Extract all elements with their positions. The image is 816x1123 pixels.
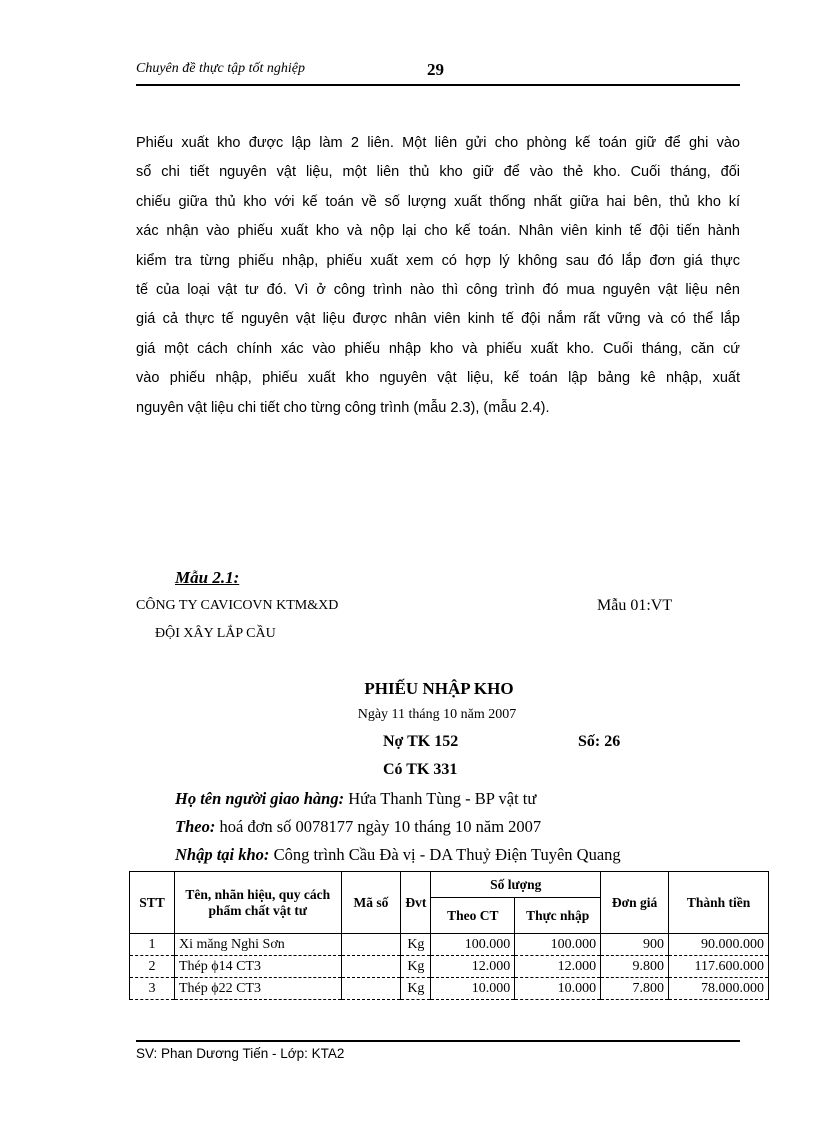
receipt-table — [129, 871, 769, 1000]
cell-unit: Kg — [401, 978, 431, 1000]
cell-qty-actual: 12.000 — [515, 956, 601, 978]
cell-code — [341, 978, 401, 1000]
reference-value: hoá đơn số 0078177 ngày 10 tháng 10 năm 2007 — [219, 817, 542, 836]
company-name: CÔNG TY CAVICOVN KTM&XD — [136, 598, 339, 613]
sample-label: Mẫu 2.1: — [175, 568, 240, 587]
cell-name: Thép ϕ14 CT3 — [174, 956, 341, 978]
paragraph-line: kiểm tra từng phiếu nhập, phiếu xuất xem có hợp lý không sau đó lắp đơn giá thực — [136, 252, 740, 269]
cell-unit: Kg — [401, 956, 431, 978]
paragraph-line: chiếu giữa thủ kho với kế toán về số lượng xuất thống nhất giữa hai bên, thủ kho kí — [136, 193, 740, 210]
cell-name: Xi măng Nghi Sơn — [174, 934, 341, 956]
paragraph-line: sổ chi tiết nguyên vật liệu, một liên thủ kho giữ để vào thẻ kho. Cuối tháng, đối — [136, 164, 740, 181]
slip-number: Số: 26 — [578, 733, 621, 750]
paragraph-line: Phiếu xuất kho được lập làm 2 liên. Một liên gửi cho phòng kế toán giữ để ghi vào — [136, 135, 740, 151]
cell-price: 9.800 — [601, 956, 669, 978]
cell-qty-doc: 10.000 — [431, 978, 515, 1000]
paragraph-line: xác nhận vào phiếu xuất kho và nộp lại cho kế toán. Nhân viên kinh tế đội tiến hành — [136, 223, 740, 240]
cell-amount: 78.000.000 — [669, 978, 769, 1000]
paragraph-line: tế của loại vật tư đó. Vì ở công trình nào thì công trình đó mua nguyên vật liệu nên — [136, 282, 740, 299]
cell-qty-actual: 10.000 — [515, 978, 601, 1000]
col-stt: STT — [130, 872, 175, 934]
deliverer-label: Họ tên người giao hàng: — [175, 789, 345, 808]
cell-code — [341, 934, 401, 956]
cell-stt: 2 — [130, 956, 175, 978]
col-code: Mã số — [341, 872, 401, 934]
warehouse-line — [175, 845, 621, 865]
paragraph-line: giá một cách chính xác vào phiếu nhập kho và phiếu xuất kho. Cuối tháng, căn cứ — [136, 340, 740, 357]
cell-qty-actual: 100.000 — [515, 934, 601, 956]
cell-price: 900 — [601, 934, 669, 956]
slip-date: Ngày 11 tháng 10 năm 2007 — [357, 707, 517, 722]
slip-title: PHIẾU NHẬP KHO — [364, 679, 514, 698]
header-title: Chuyên đề thực tập tốt nghiệp — [136, 61, 305, 76]
table-row — [130, 978, 769, 1000]
warehouse-label: Nhập tại kho: — [175, 845, 270, 864]
table-row — [130, 956, 769, 978]
paragraph-line: giá cả thực tế nguyên vật liệu được nhân viên kinh tế đội nắm rất vững và có thể lắp — [136, 311, 740, 328]
cell-qty-doc: 12.000 — [431, 956, 515, 978]
page-number: 29 — [427, 60, 444, 79]
paragraph-line: nguyên vật liệu chi tiết cho từng công trình (mẫu 2.3), (mẫu 2.4). — [136, 399, 550, 416]
reference-line — [175, 817, 541, 837]
col-qty: Số lượng — [431, 872, 601, 898]
cell-stt: 1 — [130, 934, 175, 956]
col-name: Tên, nhãn hiệu, quy cách phẩm chất vật tư — [174, 872, 341, 934]
reference-label: Theo: — [175, 817, 216, 836]
cell-unit: Kg — [401, 934, 431, 956]
cell-qty-doc: 100.000 — [431, 934, 515, 956]
cell-amount: 117.600.000 — [669, 956, 769, 978]
col-amount: Thành tiền — [669, 872, 769, 934]
team-name: ĐỘI XÂY LẮP CẦU — [155, 626, 276, 641]
table-row — [130, 934, 769, 956]
footer-rule — [136, 1040, 740, 1042]
col-price: Đơn giá — [601, 872, 669, 934]
warehouse-value: Công trình Cầu Đà vị - DA Thuỷ Điện Tuyên Quang — [273, 845, 621, 864]
deliverer-value: Hứa Thanh Tùng - BP vật tư — [348, 789, 537, 808]
body-paragraph — [136, 129, 740, 423]
cell-name: Thép ϕ22 CT3 — [174, 978, 341, 1000]
cell-stt: 3 — [130, 978, 175, 1000]
cell-price: 7.800 — [601, 978, 669, 1000]
paragraph-line: vào phiếu nhập, phiếu xuất kho nguyên vật liệu, kế toán lập bảng kê nhập, xuất — [136, 370, 740, 387]
cell-code — [341, 956, 401, 978]
footer-text: SV: Phan Dương Tiến - Lớp: KTA2 — [136, 1046, 345, 1061]
credit-account: Có TK 331 — [383, 761, 458, 778]
debit-account: Nợ TK 152 — [383, 733, 459, 750]
deliverer-line — [175, 789, 536, 809]
form-code: Mẫu 01:VT — [597, 597, 673, 614]
col-unit: Đvt — [401, 872, 431, 934]
col-qty-actual: Thực nhập — [515, 898, 601, 934]
header-rule — [136, 84, 740, 86]
col-qty-doc: Theo CT — [431, 898, 515, 934]
cell-amount: 90.000.000 — [669, 934, 769, 956]
